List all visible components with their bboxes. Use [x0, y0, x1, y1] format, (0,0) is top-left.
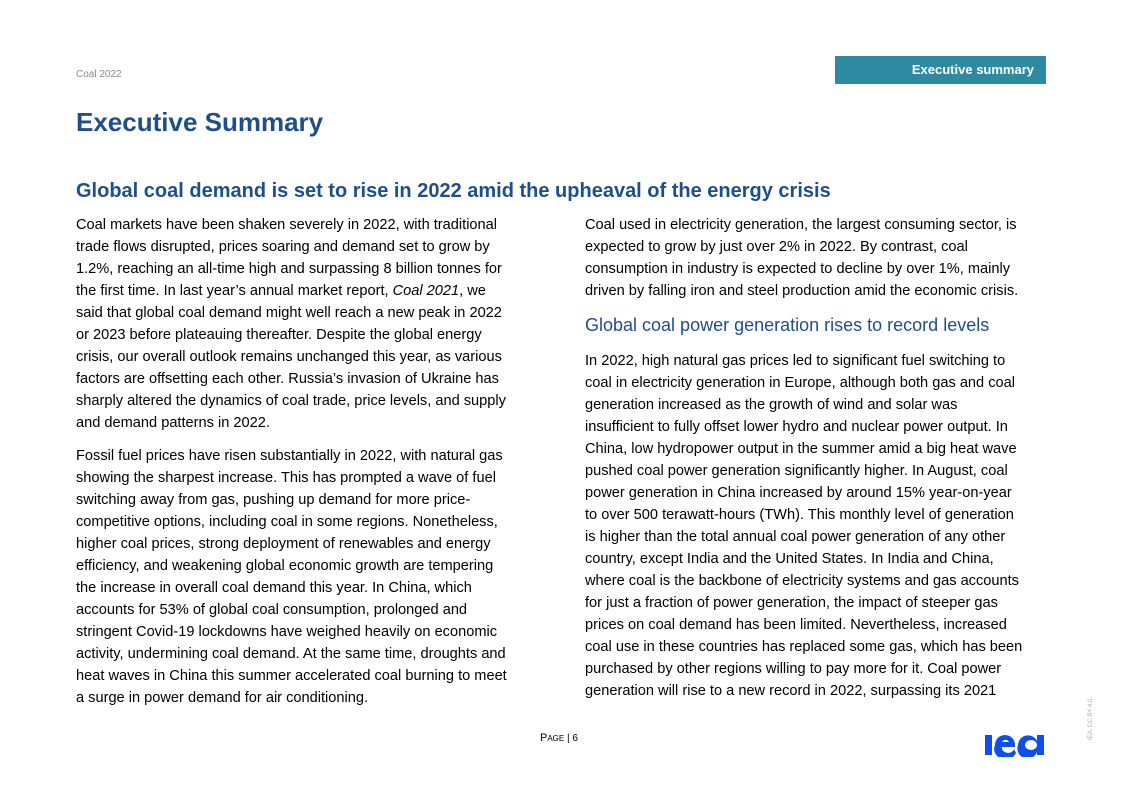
- text-line: driven by falling iron and steel production amid the economic crisis.: [585, 283, 1019, 299]
- iea-logo: [985, 731, 1047, 762]
- text-line: In 2022, high natural gas prices led to significant fuel switching to: [585, 353, 1006, 369]
- text-line: efficiency, and weakening global economic growth are tempering: [76, 558, 494, 574]
- paragraph: [585, 214, 1022, 302]
- paragraph: [76, 445, 507, 709]
- section-tab: Executive summary: [835, 56, 1046, 84]
- license-text: IEA. CC BY 4.0.: [1088, 697, 1094, 740]
- text-line: heat waves in China this summer accelerated coal burning to meet: [76, 668, 507, 684]
- text-line: pushed coal power generation significantly higher. In August, coal: [585, 463, 1008, 479]
- text-line: Coal used in electricity generation, the largest consuming sector, is: [585, 217, 1017, 233]
- page-number-value: | 6: [567, 733, 578, 744]
- text-line: crisis, our overall outlook remains unchanged this year, as various: [76, 349, 502, 365]
- text-line: generation will rise to a new record in 2022, surpassing its 2021: [585, 683, 997, 699]
- text-line: higher coal prices, strong deployment of renewables and energy: [76, 536, 491, 552]
- iea-logo-icon: [985, 731, 1047, 757]
- subheading: Global coal power generation rises to record levels: [585, 315, 990, 335]
- text-line: purchased by other regions willing to pay more for it. Coal power: [585, 661, 1002, 677]
- text-line: sharply altered the dynamics of coal trade, price levels, and supply: [76, 393, 506, 409]
- text-line: consumption in industry is expected to decline by over 1%, mainly: [585, 261, 1011, 277]
- text-line: the first time. In last year’s annual market report, Coal 2021, we: [76, 283, 486, 299]
- text-line: to over 500 terawatt-hours (TWh). This monthly level of generation: [585, 507, 1014, 523]
- text-line: switching away from gas, pushing up demand for more price-: [76, 492, 471, 508]
- text-line: for just a fraction of power generation, the impact of steeper gas: [585, 595, 998, 611]
- right-column: [585, 214, 1022, 713]
- text-line: trade flows disrupted, prices soaring and demand set to grow by: [76, 239, 490, 255]
- text-line: accounts for 53% of global coal consumption, prolonged and: [76, 602, 468, 618]
- text-line: coal in electricity generation in Europe, although both gas and coal: [585, 375, 1015, 391]
- page-title: Executive Summary: [76, 107, 324, 137]
- page-label: Page: [540, 732, 565, 744]
- text-line: competitive options, including coal in some regions. Nonetheless,: [76, 514, 498, 530]
- text-line: Coal markets have been shaken severely in 2022, with traditional: [76, 217, 498, 233]
- text-line: 1.2%, reaching an all-time high and surpassing 8 billion tonnes for: [76, 261, 502, 277]
- text-line: power generation in China increased by around 15% year-on-year: [585, 485, 1012, 501]
- page-number: [540, 732, 578, 744]
- section-heading: Global coal demand is set to rise in 2022 amid the upheaval of the energy crisis: [76, 180, 831, 202]
- text-line: is higher than the total annual coal power generation of any other: [585, 529, 1006, 545]
- text-line: generation increased as the growth of wind and solar was: [585, 397, 958, 413]
- text-line: activity, undermining coal demand. At the same time, droughts and: [76, 646, 506, 662]
- text-line: showing the sharpest increase. This has prompted a wave of fuel: [76, 470, 496, 486]
- text-line: prices on coal demand has been limited. Nevertheless, increased: [585, 617, 1007, 633]
- text-line: expected to grow by just over 2% in 2022. By contrast, coal: [585, 239, 968, 255]
- text-line: a surge in power demand for air conditioning.: [76, 690, 369, 706]
- text-line: factors are offsetting each other. Russia’s invasion of Ukraine has: [76, 371, 499, 387]
- text-line: China, low hydropower output in the summer amid a big heat wave: [585, 441, 1017, 457]
- text-line: the increase in overall coal demand this year. In China, which: [76, 580, 472, 596]
- text-line: said that global coal demand might well reach a new peak in 2022: [76, 305, 502, 321]
- text-line: Fossil fuel prices have risen substantially in 2022, with natural gas: [76, 448, 503, 464]
- text-line: where coal is the backbone of electricity systems and gas accounts: [585, 573, 1019, 589]
- text-line: and demand patterns in 2022.: [76, 415, 270, 431]
- paragraph: [585, 350, 1022, 702]
- text-line: stringent Covid-19 lockdowns have weighed heavily on economic: [76, 624, 498, 640]
- document-title: Coal 2022: [76, 69, 122, 80]
- text-line: coal use in these countries has replaced some gas, which has been: [585, 639, 1023, 655]
- left-column: [76, 214, 507, 720]
- text-line: country, except India and the United States. In India and China,: [585, 551, 994, 567]
- paragraph: [76, 214, 507, 434]
- text-line: or 2023 before plateauing thereafter. Despite the global energy: [76, 327, 482, 343]
- text-line: insufficient to fully offset lower hydro and nuclear power output. In: [585, 419, 1008, 435]
